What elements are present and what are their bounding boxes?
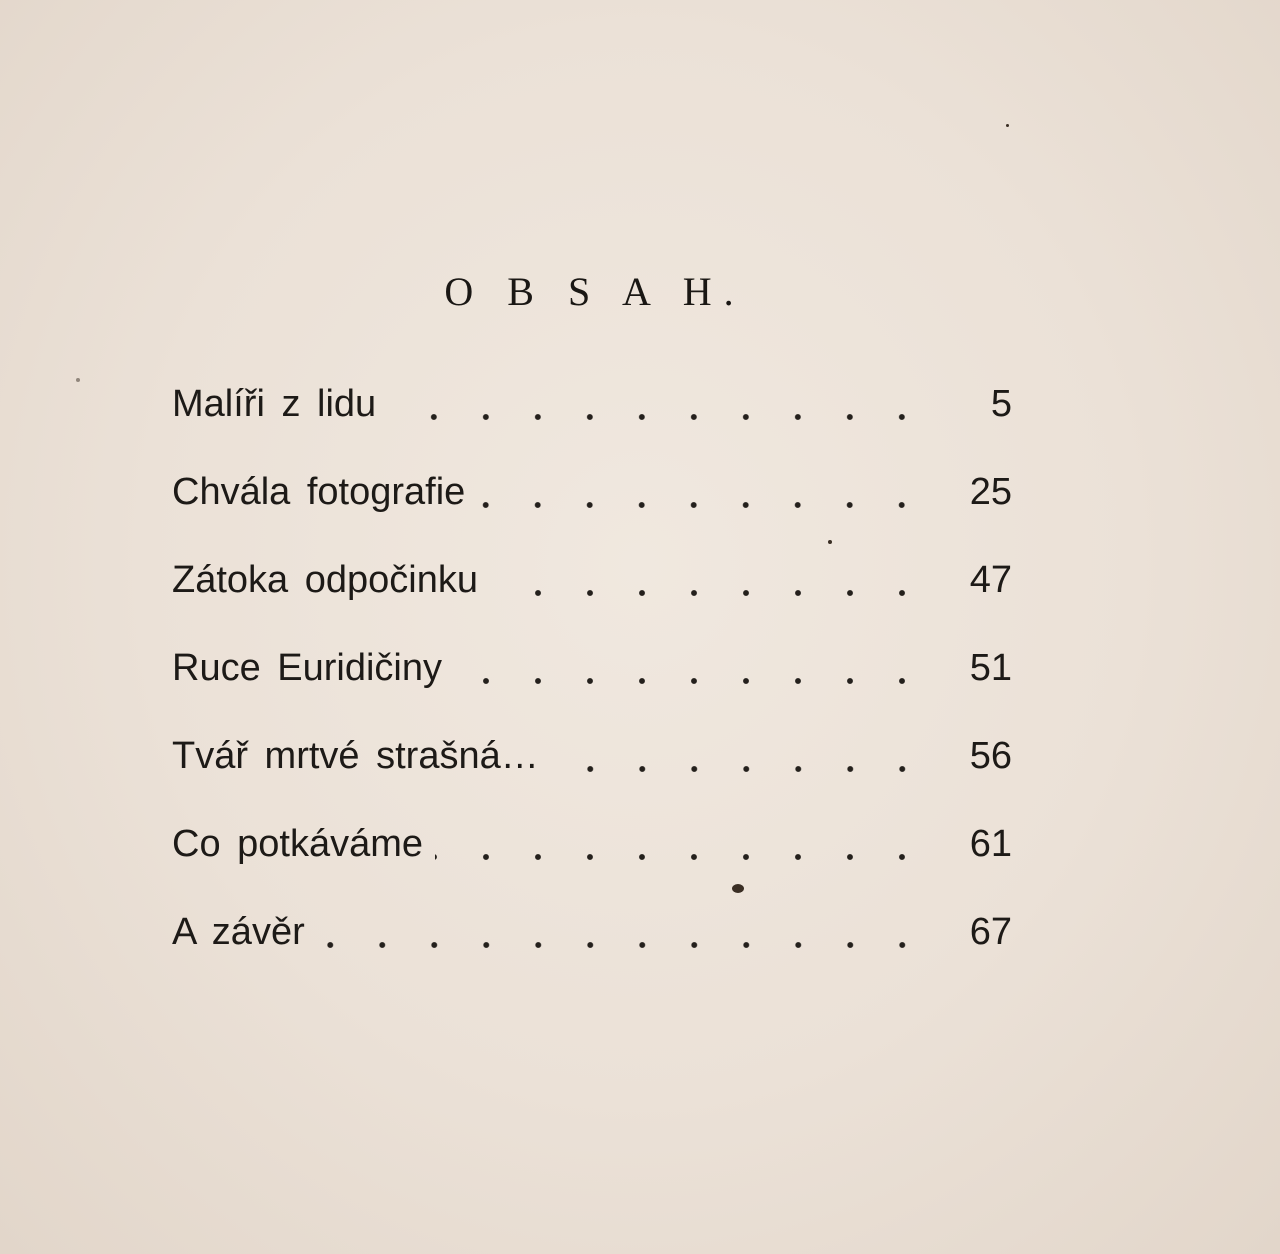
table-of-contents [172,360,1012,976]
dot-leader [477,473,934,511]
dot-leader [388,385,934,423]
dot-leader [454,649,934,687]
toc-entry-title: A závěr [172,910,305,953]
toc-entry [172,624,1012,712]
toc-entry-page: 51 [969,646,1012,689]
toc-entry [172,800,1012,888]
toc-entry-page: 67 [969,910,1012,953]
paper-speck [1006,124,1009,127]
toc-entry-page: 61 [969,822,1012,865]
toc-entry [172,712,1012,800]
toc-entry-title: Tvář mrtvé strašná… [172,734,539,777]
toc-entry-title: Chvála fotografie [172,470,466,513]
toc-entry [172,536,1012,624]
toc-entry [172,888,1012,976]
dot-leader [551,737,934,775]
dot-leader [435,825,934,863]
toc-entry-title: Malíři z lidu [172,382,377,425]
dot-leader [490,561,934,599]
toc-entry-title: Ruce Euridičiny [172,646,442,689]
toc-entry-page: 47 [969,558,1012,601]
paper-speck [76,378,80,382]
toc-entry-page: 56 [969,734,1012,777]
page-title: O B S A H. [444,269,746,314]
paper-speck [828,540,832,544]
toc-entry [172,448,1012,536]
paper-speck [732,884,744,893]
toc-entry-page: 25 [969,470,1012,513]
toc-entry [172,360,1012,448]
toc-entry-title: Zátoka odpočinku [172,558,478,601]
toc-entry-page: 5 [990,382,1012,425]
toc-entry-title: Co potkáváme [172,822,424,865]
dot-leader [317,913,934,951]
